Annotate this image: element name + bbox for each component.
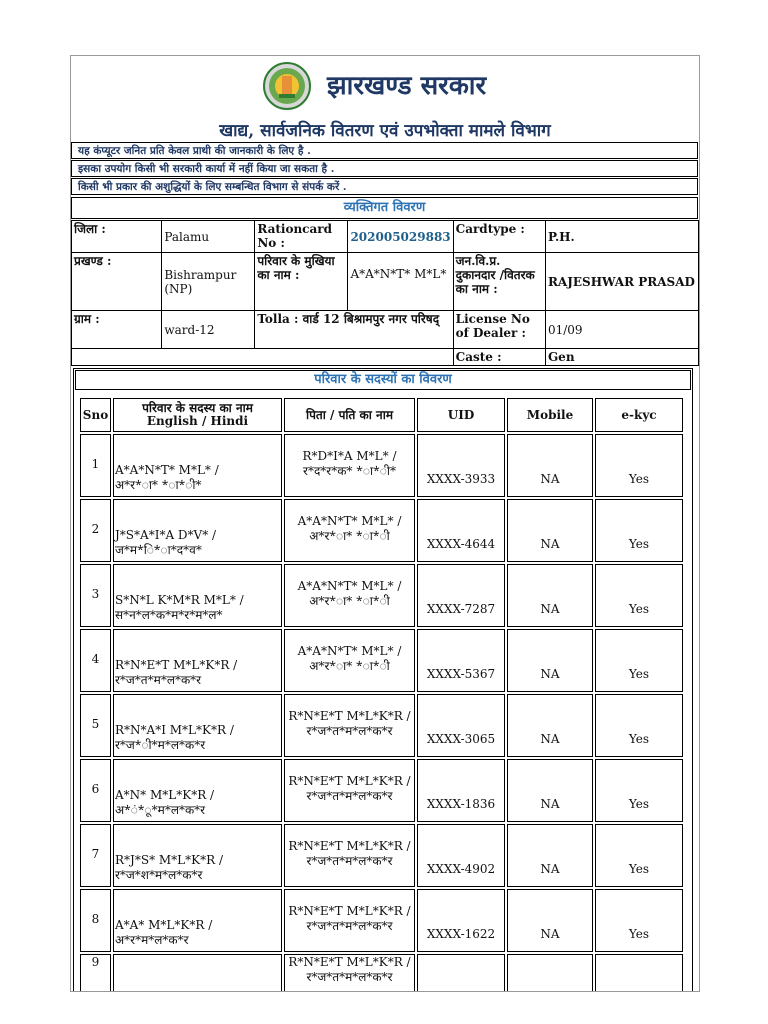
father-name-cell xyxy=(284,824,415,887)
father-name xyxy=(285,514,414,544)
block-label: प्रखण्ड : xyxy=(72,253,162,311)
uid-value: XXXX-4902 xyxy=(426,862,496,876)
caste-label: Caste : xyxy=(453,349,545,366)
father-name xyxy=(285,644,414,674)
member-name xyxy=(115,658,237,688)
sno-cell xyxy=(80,694,111,757)
cardtype-label: Cardtype : xyxy=(453,221,545,253)
member-name-cell xyxy=(113,694,282,757)
sno-value: 6 xyxy=(91,782,100,796)
ekyc-value: Yes xyxy=(628,862,650,876)
father-name-hindi: र*द*र*क* *ा*ी* xyxy=(303,464,396,478)
father-name xyxy=(285,449,414,479)
caste-value: Gen xyxy=(545,349,698,366)
member-name xyxy=(115,593,244,623)
uid-value: XXXX-3933 xyxy=(426,472,496,486)
ekyc-value: Yes xyxy=(628,667,650,681)
uid-value: XXXX-1622 xyxy=(426,927,496,941)
sno-cell xyxy=(80,629,111,692)
father-name-english: R*N*E*T M*L*K*R / xyxy=(288,709,411,723)
license-label: License No of Dealer : xyxy=(453,311,545,349)
mobile-header: Mobile xyxy=(507,398,593,432)
father-name xyxy=(285,709,414,739)
father-name-cell xyxy=(284,694,415,757)
member-name-english: A*A* M*L*K*R / xyxy=(115,918,213,932)
uid-cell xyxy=(417,759,505,822)
father-name-hindi: र*ज*त*म*ल*क*र xyxy=(306,970,393,984)
sno-cell xyxy=(80,759,111,822)
sno-value: 7 xyxy=(91,847,100,861)
ekyc-cell xyxy=(595,629,683,692)
sno-value: 4 xyxy=(91,652,100,666)
member-name xyxy=(115,788,214,818)
mobile-cell xyxy=(507,629,593,692)
member-name-english: S*N*L K*M*R M*L* / xyxy=(115,593,244,607)
member-name-cell xyxy=(113,499,282,562)
mobile-value: NA xyxy=(540,797,560,811)
member-name-cell xyxy=(113,629,282,692)
father-name-english: R*N*E*T M*L*K*R / xyxy=(288,904,411,918)
father-name-english: A*A*N*T* M*L* / xyxy=(297,514,402,528)
father-name-hindi: र*ज*त*म*ल*क*र xyxy=(306,724,393,738)
district-value: Palamu xyxy=(162,221,255,253)
personal-details-table xyxy=(71,220,699,366)
ekyc-cell xyxy=(595,499,683,562)
rationcard-value: 202005029883 xyxy=(348,221,453,253)
member-name-english: R*N*E*T M*L*K*R / xyxy=(115,658,238,672)
mobile-value: NA xyxy=(540,927,560,941)
member-rows xyxy=(80,434,683,992)
ekyc-value: Yes xyxy=(628,537,650,551)
ration-card-document xyxy=(70,55,700,992)
department-title: खाद्य, सार्वजनिक वितरण एवं उपभोक्ता मामले विभाग xyxy=(219,121,551,141)
father-name-cell xyxy=(284,759,415,822)
member-name-hindi: र*ज*ी*म*ल*क*र xyxy=(115,738,206,752)
member-name-hindi: स*न*ल*क*म*र*म*ल* xyxy=(115,608,223,622)
district-label: जिला : xyxy=(72,221,162,253)
mobile-cell xyxy=(507,564,593,627)
uid-cell xyxy=(417,499,505,562)
tolla-value: Tolla : वार्ड 12 बिश्रामपुर नगर परिषद् xyxy=(255,311,453,349)
ekyc-value: Yes xyxy=(628,472,650,486)
dealer-label: जन.वि.प्र. दुकानदार /वितरक का नाम : xyxy=(453,253,545,311)
member-name-cell xyxy=(113,889,282,952)
notice-line: किसी भी प्रकार की अशुद्धियों के लिए सम्बन्धित विभाग से संपर्क करें . xyxy=(71,178,698,195)
rationcard-label: Rationcard No : xyxy=(255,221,348,253)
sno-value: 1 xyxy=(91,457,100,471)
sno-value: 9 xyxy=(91,955,100,969)
sno-value: 2 xyxy=(91,522,100,536)
block-value: Bishrampur (NP) xyxy=(162,253,255,311)
father-name-hindi: अ*र*ा* *ा*ी xyxy=(309,529,390,543)
uid-value: XXXX-3065 xyxy=(426,732,496,746)
father-name-hindi: र*ज*त*म*ल*क*र xyxy=(306,854,393,868)
mobile-value: NA xyxy=(540,667,560,681)
member-name-header-hindi: परिवार के सदस्य का नाम xyxy=(142,401,253,415)
member-name xyxy=(115,723,234,753)
notice-line: इसका उपयोग किसी भी सरकारी कार्या में नहीं किया जा सकता है . xyxy=(71,160,698,177)
sno-cell xyxy=(80,954,111,992)
table-row xyxy=(80,954,683,992)
father-name xyxy=(285,579,414,609)
member-name-english: R*J*S* M*L*K*R / xyxy=(115,853,223,867)
table-row xyxy=(80,434,683,497)
member-name-english: A*A*N*T* M*L* / xyxy=(115,463,219,477)
ekyc-value: Yes xyxy=(628,732,650,746)
father-name xyxy=(285,839,414,869)
family-members-title: परिवार के सदस्यों का विवरण xyxy=(75,370,691,390)
mobile-cell xyxy=(507,889,593,952)
table-row xyxy=(80,694,683,757)
father-name-english: R*N*E*T M*L*K*R / xyxy=(288,839,411,853)
sno-cell xyxy=(80,499,111,562)
uid-value: XXXX-5367 xyxy=(426,667,496,681)
ekyc-cell xyxy=(595,824,683,887)
uid-cell xyxy=(417,434,505,497)
uid-value: XXXX-4644 xyxy=(426,537,496,551)
uid-value: XXXX-7287 xyxy=(426,602,496,616)
mobile-value: NA xyxy=(540,472,560,486)
father-name-english: R*N*E*T M*L*K*R / xyxy=(288,955,411,969)
father-name-english: R*D*I*A M*L* / xyxy=(302,449,397,463)
member-name-cell xyxy=(113,434,282,497)
member-name xyxy=(115,463,219,493)
father-name-english: R*N*E*T M*L*K*R / xyxy=(288,774,411,788)
mobile-cell xyxy=(507,434,593,497)
ekyc-cell xyxy=(595,564,683,627)
father-name-cell xyxy=(284,629,415,692)
family-members-section xyxy=(73,368,693,992)
jharkhand-state-emblem-icon xyxy=(263,62,311,110)
father-name-english: A*A*N*T* M*L* / xyxy=(297,579,402,593)
uid-header: UID xyxy=(417,398,505,432)
notice-line: यह कंप्यूटर जनित प्रति केवल प्राथी की जानकारी के लिए है . xyxy=(71,142,698,159)
member-name-hindi: र*ज*त*म*ल*क*र xyxy=(115,673,202,687)
document-header xyxy=(71,56,699,142)
table-row xyxy=(80,564,683,627)
father-name-cell xyxy=(284,564,415,627)
uid-cell xyxy=(417,564,505,627)
member-name-cell xyxy=(113,564,282,627)
ekyc-cell xyxy=(595,954,683,992)
table-row xyxy=(80,889,683,952)
mobile-value: NA xyxy=(540,537,560,551)
uid-cell xyxy=(417,694,505,757)
village-label: ग्राम : xyxy=(72,311,162,349)
table-row xyxy=(80,629,683,692)
table-row xyxy=(80,759,683,822)
dealer-value: RAJESHWAR PRASAD xyxy=(545,253,698,311)
father-name-hindi: र*ज*त*म*ल*क*र xyxy=(306,919,393,933)
member-name-english: R*N*A*I M*L*K*R / xyxy=(115,723,234,737)
mobile-cell xyxy=(507,499,593,562)
member-name-hindi: अ*ं*ू*म*ल*क*र xyxy=(115,803,206,817)
mobile-cell xyxy=(507,759,593,822)
member-name-cell xyxy=(113,759,282,822)
sno-header: Sno xyxy=(80,398,111,432)
license-value: 01/09 xyxy=(545,311,698,349)
ekyc-cell xyxy=(595,434,683,497)
ekyc-value: Yes xyxy=(628,797,650,811)
member-name-hindi: अ*र*ा* *ा*ी* xyxy=(115,478,202,492)
father-name-cell xyxy=(284,499,415,562)
father-name-english: A*A*N*T* M*L* / xyxy=(297,644,402,658)
sno-cell xyxy=(80,824,111,887)
mobile-value: NA xyxy=(540,732,560,746)
member-name-header-english: English / Hindi xyxy=(146,414,249,428)
uid-cell xyxy=(417,629,505,692)
sno-value: 5 xyxy=(91,717,100,731)
personal-details-title: व्यक्तिगत विवरण xyxy=(71,197,698,219)
ekyc-value: Yes xyxy=(628,927,650,941)
cardtype-value: P.H. xyxy=(545,221,698,253)
member-name-english: A*N* M*L*K*R / xyxy=(115,788,215,802)
family-head-label: परिवार के मुखिया का नाम : xyxy=(255,253,348,311)
member-name-hindi: ज*म*ि*ा*द*व* xyxy=(115,543,202,557)
mobile-cell xyxy=(507,824,593,887)
member-name-cell xyxy=(113,954,282,992)
caste-row-spacer xyxy=(72,349,454,366)
father-name xyxy=(285,955,414,985)
member-name xyxy=(115,918,212,948)
member-name-hindi: र*ज*श*म*ल*क*र xyxy=(115,868,203,882)
father-name-cell xyxy=(284,889,415,952)
uid-cell xyxy=(417,824,505,887)
mobile-cell xyxy=(507,694,593,757)
father-name-hindi: अ*र*ा* *ा*ी xyxy=(309,659,390,673)
mobile-value: NA xyxy=(540,602,560,616)
ekyc-value: Yes xyxy=(628,602,650,616)
member-name-cell xyxy=(113,824,282,887)
sno-cell xyxy=(80,434,111,497)
father-name-cell xyxy=(284,954,415,992)
ekyc-cell xyxy=(595,694,683,757)
father-name-hindi: र*ज*त*म*ल*क*र xyxy=(306,789,393,803)
ekyc-cell xyxy=(595,759,683,822)
sno-value: 8 xyxy=(91,912,100,926)
family-members-table xyxy=(78,396,685,992)
father-name-header: पिता / पति का नाम xyxy=(284,398,415,432)
member-name-hindi: अ*र*म*ल*क*र xyxy=(115,933,189,947)
sno-cell xyxy=(80,564,111,627)
father-name xyxy=(285,904,414,934)
father-name xyxy=(285,774,414,804)
father-name-hindi: अ*र*ा* *ा*ी xyxy=(309,594,390,608)
sno-value: 3 xyxy=(91,587,100,601)
uid-value: XXXX-1836 xyxy=(426,797,496,811)
family-head-value: A*A*N*T* M*L* xyxy=(348,253,453,311)
table-row xyxy=(80,499,683,562)
member-name xyxy=(115,853,223,883)
village-value: ward-12 xyxy=(162,311,255,349)
ekyc-header: e-kyc xyxy=(595,398,683,432)
father-name-cell xyxy=(284,434,415,497)
uid-cell xyxy=(417,954,505,992)
table-row xyxy=(80,824,683,887)
mobile-cell xyxy=(507,954,593,992)
sno-cell xyxy=(80,889,111,952)
member-name xyxy=(115,528,216,558)
member-name-english: J*S*A*I*A D*V* / xyxy=(115,528,217,542)
member-name-header xyxy=(113,398,282,432)
ekyc-cell xyxy=(595,889,683,952)
mobile-value: NA xyxy=(540,862,560,876)
government-title: झारखण्ड सरकार xyxy=(327,71,487,101)
uid-cell xyxy=(417,889,505,952)
